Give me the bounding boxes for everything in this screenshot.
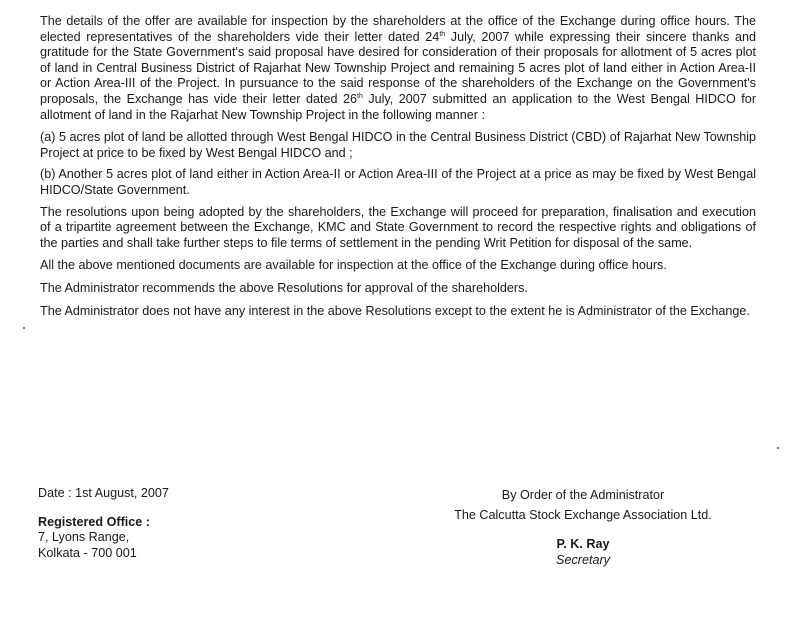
notice-body [40, 14, 756, 326]
paragraph-offer-details [40, 14, 756, 123]
signatory-name: P. K. Ray [556, 537, 610, 551]
ordinal-suffix: th [439, 30, 446, 38]
ordinal-suffix: th [357, 92, 363, 100]
scan-speck [23, 327, 25, 329]
address-line-1: 7, Lyons Range, [38, 530, 130, 544]
paragraph-offer-details-part3: July, 2007 submitted an application to the West Bengal HIDCO for allotment of land in the Rajarhat New Township Project in the following manner : [40, 91, 757, 122]
company-name: The Calcutta Stock Exchange Association Ltd. [454, 507, 712, 522]
by-order-line: By Order of the Administrator [501, 488, 665, 502]
footer-left-block [38, 486, 169, 561]
signatory-designation: Secretary [556, 552, 610, 567]
notice-date: Date : 1st August, 2007 [38, 486, 169, 500]
paragraph-recommendation: The Administrator recommends the above Resolutions for approval of the shareholders. [40, 280, 528, 295]
registered-office-heading: Registered Office : [38, 514, 150, 529]
paragraph-item-a: (a) 5 acres plot of land be allotted through West Bengal HIDCO in the Central Business District (CBD) of Rajarhat New Township Project at price to be fixed by West Bengal HIDCO and ; [40, 130, 756, 160]
address-line-2: Kolkata - 700 001 [38, 545, 137, 560]
paragraph-interest: The Administrator does not have any interest in the above Resolutions except to the extent he is Administrator of the Exchange. [40, 303, 750, 318]
paragraph-inspection: All the above mentioned documents are available for inspection at the office of the Exchange during office hours. [40, 258, 667, 273]
paragraph-offer-details-part2: July, 2007 while expressing their sincere thanks and gratitude for the State Government's said proposal have desired for consideration of their proposals for allotment of 5 acres plot of land in Central Business District of Rajarhat New Township Project and remaining 5 acres plot of land either in Action Area-II or Action Area-III of the Project. In pursuance to the said response of the shareholders of the Exchange on the Government's proposals, the Exchange has vide their letter dated 26 [40, 29, 756, 106]
paragraph-item-b: (b) Another 5 acres plot of land either in Action Area-II or Action Area-III of the Project at a price as may be fixed by West Bengal HIDCO/State Government. [40, 167, 756, 197]
footer-right-block [420, 488, 746, 568]
scan-speck [777, 447, 779, 449]
paragraph-offer-details-part1: The details of the offer are available for inspection by the shareholders at the office of the Exchange during office hours. The elected representatives of the shareholders vide their letter dated 24 [40, 14, 756, 44]
paragraph-resolutions: The resolutions upon being adopted by the shareholders, the Exchange will proceed for preparation, finalisation and execution of a tripartite agreement between the Exchange, KMC and State Government to record the respective rights and obligations of the parties and shall take further steps to file terms of settlement in the pending Writ Petition for disposal of the same. [40, 204, 756, 250]
